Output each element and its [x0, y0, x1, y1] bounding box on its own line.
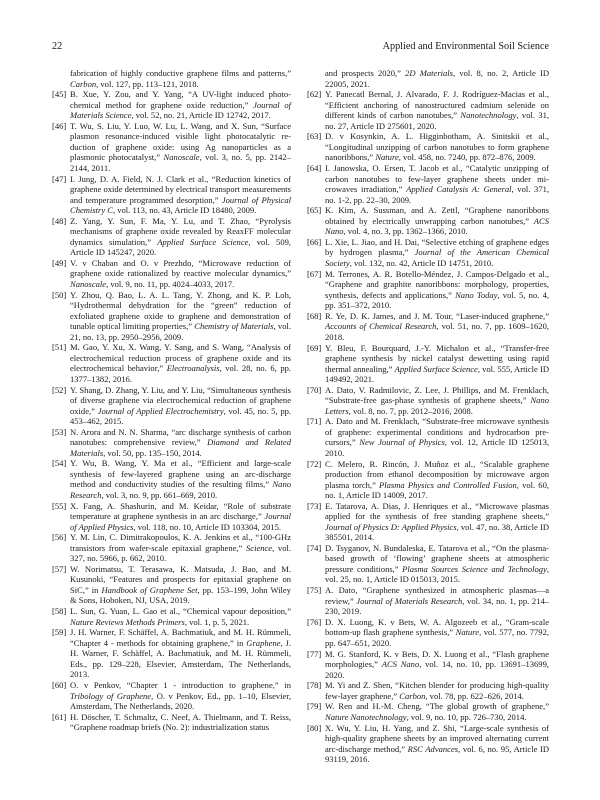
reference-text-segment: , vol. 28, no. 6, pp. 1377–1382, 2016.: [70, 363, 292, 384]
reference-text-segment: I. Janowska, O. Ersen, T. Jacob et al., “Catalytic unzipping of carbon nanotubes to few-layer graphene sheets under microwaves irradiation,”: [325, 163, 549, 195]
reference-text: [325, 701, 549, 722]
reference-number: [51]: [52, 342, 67, 353]
reference-text-segment: , vol. 458, no. 7240, pp. 872–876, 2009.: [398, 152, 536, 163]
reference-text: [70, 712, 291, 733]
reference-source-title: Electroanalysis: [166, 363, 220, 374]
reference-text-segment: X. Fang, A. Shashurin, and M. Keidar, “Role of substrate temperature at graphene synthesis in an arc discharge,”: [70, 500, 291, 522]
reference-text: [325, 237, 549, 269]
reference-number: [55]: [52, 500, 67, 511]
reference-text-segment: , vol. 52, no. 21, Article ID 12742, 2017.: [131, 110, 271, 121]
reference-source-title: Applied Surface Science: [394, 363, 478, 374]
reference-item: [307, 649, 549, 681]
reference-item: [52, 89, 291, 121]
reference-text-segment: C. Melero, R. Rincón, J. Muñoz et al., “Scalable graphene production from ethanol decomposition by microwave argon plasma torch,”: [325, 458, 549, 490]
reference-item: [52, 258, 291, 290]
reference-text-segment: E. Tatarova, A. Dias, J. Henriques et al., “Microwave plasmas applied for the synthesis of free standing graphene sheets,”: [325, 500, 549, 522]
reference-item: [307, 343, 549, 385]
reference-text-segment: Y. Wu, B. Wang, Y. Ma et al., “Efficient and large-scale synthesis of few-layered graphene using an arc-discharge method and conductivity studies of the resulting films,”: [70, 458, 291, 490]
reference-item: [52, 606, 291, 627]
reference-text: [70, 564, 291, 606]
reference-number: [66]: [307, 236, 322, 247]
reference-text-segment: J. H. Warner, F. Schäffel, A. Bachmatiuk, and M. H. Rümmeli, “Chapter 4 - methods for obtaining graphene,” in: [70, 627, 291, 648]
reference-text-segment: A. Dato, “Graphene synthesized in atmospheric plasmas—a review,”: [325, 585, 549, 606]
reference-source-title: Nature: [455, 627, 480, 638]
reference-number: [74]: [307, 542, 322, 553]
reference-text-segment: , vol. 4, no. 3, pp. 1362–1366, 2010.: [343, 226, 468, 237]
reference-number: [79]: [307, 701, 322, 712]
reference-number: [52]: [52, 384, 67, 395]
reference-item: [307, 269, 549, 311]
reference-number: [64]: [307, 163, 322, 174]
reference-source-title: Journal of Materials Research: [356, 595, 463, 606]
reference-source-title: Applied Catalysis A: General: [406, 184, 512, 195]
reference-source-title: Nanotechnology: [460, 110, 517, 121]
reference-source-title: Journal of Applied Electrochemistry: [97, 405, 224, 416]
reference-text-segment: , vol. 127, pp. 113–121, 2018.: [96, 78, 199, 89]
reference-text-segment: M. G. Stanford, K. v Bets, D. X. Luong et al., “Flash graphene morphologies,”: [325, 648, 549, 669]
reference-number: [49]: [52, 257, 67, 268]
reference-item: [307, 543, 549, 585]
reference-number: [56]: [52, 532, 67, 543]
reference-number: [73]: [307, 500, 322, 511]
reference-number: [70]: [307, 384, 322, 395]
reference-text: [325, 416, 549, 458]
reference-text: [325, 617, 549, 649]
reference-text: [325, 459, 549, 501]
reference-item: [52, 427, 291, 459]
reference-source-title: Nanoscale: [163, 152, 200, 163]
reference-text-segment: O. v Penkov, “Chapter 1 - introduction to graphene,” in: [70, 680, 291, 690]
reference-text-segment: B. Xue, Y. Zou, and Y. Yang, “A UV-light induced photochemical method for graphene oxide reduction,”: [70, 89, 291, 110]
references-column-left: [52, 68, 291, 733]
reference-number: [62]: [307, 89, 322, 100]
reference-text-segment: , vol. 3, no. 5, pp. 2142–2144, 2011.: [70, 152, 291, 173]
reference-source-title: Plasma Physics and Controlled Fusion: [379, 479, 517, 490]
reference-text-segment: , vol. 25, no. 1, Article ID 015013, 2015.: [325, 563, 549, 585]
reference-text: [325, 311, 549, 343]
reference-text-segment: , O. v Penkov, Ed., pp. 1–10, Elsevier, Amsterdam, The Netherlands, 2020.: [70, 690, 291, 711]
reference-item: [52, 712, 291, 733]
reference-text-segment: W. Norimatsu, T. Terasawa, K. Matsuda, J. Bao, and M. Kusunoki, “Features and prospects for epitaxial graphene on SiC,” in: [70, 563, 291, 595]
reference-item: [307, 617, 549, 649]
reference-text-segment: M. Terrones, A. R. Botello-Méndez, J. Campos-Delgado et al., “Graphene and graphite nanoribbons: morphology, properties, synthesis, defects and applications,”: [325, 268, 549, 300]
reference-text: [70, 458, 291, 500]
reference-number: [46]: [52, 120, 67, 131]
reference-source-title: ACS Nano: [381, 659, 420, 669]
reference-source-title: Carbon: [399, 690, 426, 701]
reference-item: [52, 680, 291, 712]
reference-text-segment: K. Kim, A. Sussman, and A. Zettl, “Graphene nanoribbons obtained by electrically unwrapping carbon nanotubes,”: [325, 205, 549, 226]
reference-text-segment: Y. Shang, D. Zhang, Y. Liu, and Y. Liu, “Simultaneous synthesis of diverse graphene via electrochemical reduction of graphene oxide,”: [70, 384, 291, 416]
reference-text: [70, 385, 291, 427]
reference-text: [325, 68, 549, 89]
reference-source-title: Nanoscale: [70, 278, 107, 289]
reference-item: [307, 163, 549, 205]
reference-item: [307, 311, 549, 343]
reference-number: [58]: [52, 606, 67, 617]
reference-source-title: Journal of Materials Science: [70, 99, 291, 121]
journal-title: Applied and Environmental Soil Science: [382, 41, 549, 52]
reference-text: [325, 723, 549, 765]
reference-source-title: Nano Research: [70, 479, 291, 500]
reference-text-segment: , vol. 371, no. 1-2, pp. 22–30, 2009.: [325, 184, 549, 205]
reference-source-title: Journal of Physics D: Applied Physics: [325, 521, 457, 532]
reference-text-segment: , vol. 60, no. 1, Article ID 14009, 2017.: [325, 479, 549, 501]
reference-text-segment: D. v Kosynkin, A. L. Higginbotham, A. Sinitskii et al., “Longitudinal unzipping of carbon nanotubes to form graphene nanoribbons,”: [325, 131, 549, 163]
reference-text-segment: X. Wu, Y. Liu, H. Yang, and Z. Shi, “Large-scale synthesis of high-quality graphene sheets by an improved alternating current arc-discharge method,”: [325, 722, 549, 754]
reference-number: [76]: [307, 616, 322, 627]
reference-text-segment: , vol. 509, Article ID 145247, 2020.: [70, 236, 291, 258]
reference-continuation: [307, 68, 549, 89]
reference-text-segment: , vol. 8, no. 2, Article ID 22005, 2021.: [325, 68, 549, 89]
reference-text-segment: R. Ye, D. K. James, and J. M. Tour, “Laser-induced graphene,”: [325, 310, 549, 321]
reference-text: [70, 627, 291, 680]
reference-text: [325, 343, 549, 385]
reference-source-title: Plasma Sources Science and Technology: [402, 563, 547, 574]
reference-number: [59]: [52, 627, 67, 638]
reference-source-title: Nature Reviews Methods Primers: [70, 616, 185, 627]
reference-source-title: New Journal of Physics: [359, 437, 445, 448]
reference-source-title: Accounts of Chemical Research: [325, 321, 437, 332]
reference-item: [52, 532, 291, 564]
reference-text-segment: , vol. 113, no. 43, Article ID 18480, 2009.: [112, 205, 257, 216]
reference-number: [54]: [52, 458, 67, 469]
reference-number: [48]: [52, 215, 67, 226]
reference-text-segment: , vol. 3, no. 9, pp. 661–669, 2010.: [101, 489, 218, 500]
reference-text-segment: M. Yi and Z. Shen, “Kitchen blender for producing high-quality few-layer graphene,”: [325, 680, 549, 701]
reference-source-title: Nature: [375, 152, 399, 163]
reference-text-segment: , vol. 555, Article ID 149492, 2021.: [325, 363, 549, 384]
reference-item: [52, 501, 291, 533]
references-column-right: [307, 68, 549, 765]
reference-number: [50]: [52, 289, 67, 300]
reference-item: [52, 342, 291, 384]
reference-text-segment: V. v Chaban and O. v Prezhdo, “Microwave reduction of graphene oxide rationalized by reactive molecular dynamics,”: [70, 257, 291, 279]
reference-text: [325, 131, 549, 163]
reference-text-segment: D. Tsyganov, N. Bundaleska, E. Tatarova et al., “On the plasma-based growth of ‘flowing’ graphene sheets at atmospheric pressure conditions,”: [325, 542, 549, 574]
reference-item: [307, 680, 549, 701]
reference-text-segment: , vol. 31, no. 27, Article ID 275601, 2020.: [325, 110, 549, 131]
reference-text-segment: L. Sun, G. Yuan, L. Gao et al., “Chemical vapour deposition,”: [70, 606, 291, 617]
reference-text: [70, 427, 291, 459]
reference-source-title: Diamond and Related Materials: [70, 437, 291, 458]
reference-text-segment: , vol. 45, no. 5, pp. 453–462, 2015.: [70, 405, 292, 426]
reference-text: [70, 121, 291, 174]
reference-text-segment: , vol. 14, no. 10, pp. 13691–13699, 2020.: [325, 659, 549, 680]
reference-number: [69]: [307, 342, 322, 353]
reference-text-segment: W. Ren and H.-M. Cheng, “The global growth of graphene,”: [325, 701, 549, 712]
reference-source-title: Nano Today: [455, 289, 498, 300]
reference-source-title: RSC Advances: [407, 743, 459, 754]
reference-text-segment: , vol. 34, no. 1, pp. 214–230, 2019.: [325, 595, 549, 617]
reference-item: [307, 501, 549, 543]
reference-item: [52, 174, 291, 216]
reference-continuation: [52, 68, 291, 89]
reference-number: [60]: [52, 680, 67, 690]
reference-source-title: Nature Nanotechnology: [325, 711, 407, 722]
reference-text-segment: , vol. 118, no. 10, Article ID 103304, 2015.: [133, 521, 282, 532]
reference-number: [71]: [307, 416, 322, 427]
reference-number: [78]: [307, 680, 322, 691]
reference-text: [70, 606, 291, 627]
reference-item: [307, 723, 549, 765]
reference-number: [63]: [307, 131, 322, 142]
reference-source-title: Tribology of Graphene: [70, 690, 152, 701]
page-number: 22: [52, 41, 63, 52]
reference-source-title: Journal of Applied Physics: [70, 511, 291, 532]
reference-text: [70, 174, 291, 216]
reference-text: [70, 89, 291, 121]
reference-text-segment: , vol. 21, no. 13, pp. 2950–2956, 2009.: [70, 321, 291, 342]
reference-text-segment: and prospects 2020,”: [325, 68, 406, 78]
reference-number: [67]: [307, 268, 322, 279]
reference-source-title: Handbook of Graphene Set: [101, 584, 198, 595]
reference-source-title: ACS Nano: [325, 215, 549, 237]
reference-source-title: Journal of Physical Chemistry C: [70, 194, 291, 216]
reference-source-title: Science: [246, 542, 273, 553]
reference-text-segment: Y. Panecatl Bernal, J. Alvarado, F. J. Rodríguez-Macias et al., “Efficient anchoring of nanostructured cadmium selenide on different kinds of carbon nanotubes,”: [325, 89, 549, 121]
reference-item: [52, 385, 291, 427]
reference-text: [325, 163, 549, 205]
reference-item: [307, 416, 549, 458]
reference-item: [52, 458, 291, 500]
reference-text-segment: T. Wu, S. Liu, Y. Luo, W. Lu, L. Wang, and X. Sun, “Surface plasmon resonance-induced visible light photocatalytic reduction of graphene oxide: using Ag nanoparticles as a plasmonic photocatalyst,”: [70, 120, 291, 163]
reference-text-segment: Y. Zhou, Q. Bao, L. A. L. Tang, Y. Zhong, and K. P. Loh, “Hydrothermal dehydration for the “green” reduction of exfoliated graphene oxide to graphene and demonstration of tunable optical limiting properties,”: [70, 289, 291, 332]
reference-item: [307, 585, 549, 617]
reference-number: [80]: [307, 722, 322, 733]
reference-text: [70, 501, 291, 533]
reference-source-title: Graphene: [246, 637, 281, 648]
reference-text: [70, 216, 291, 258]
reference-text-segment: , vol. 78, pp. 622–626, 2014.: [425, 690, 524, 701]
reference-text-segment: Z. Yang, Y. Sun, F. Ma, Y. Lu, and T. Zhao, “Pyrolysis mechanisms of graphene oxide revealed by ReaxFF molecular dynamics simulation,”: [70, 215, 291, 247]
reference-text-segment: , vol. 51, no. 7, pp. 1609–1620, 2018.: [325, 321, 549, 342]
reference-text-segment: fabrication of highly conductive graphene films and patterns,”: [70, 68, 291, 78]
reference-text: [70, 532, 291, 564]
reference-number: [47]: [52, 173, 67, 184]
reference-text-segment: A. Dato and M. Frenklach, “Substrate-free microwave synthesis of graphene: experimental conditions and hydrocarbon precursors,”: [325, 416, 549, 448]
reference-text: [325, 205, 549, 237]
reference-text: [70, 342, 291, 384]
reference-text-segment: , pp. 153–199, John Wiley & Sons, Hoboken, NJ, USA, 2019.: [70, 584, 292, 606]
reference-text-segment: , vol. 9, no. 11, pp. 4024–4033, 2017.: [106, 278, 235, 289]
reference-text-segment: , vol. 132, no. 42, Article ID 14751, 2010.: [349, 257, 494, 268]
reference-source-title: Chemistry of Materials: [194, 321, 274, 332]
reference-text-segment: , vol. 6, no. 95, Article ID 93119, 2016.: [325, 743, 549, 765]
reference-text: [325, 543, 549, 585]
reference-number: [61]: [52, 711, 67, 722]
reference-number: [68]: [307, 310, 322, 321]
reference-text-segment: , vol. 577, no. 7792, pp. 647–651, 2020.: [325, 627, 549, 648]
reference-number: [57]: [52, 563, 67, 574]
reference-text: [325, 585, 549, 617]
reference-item: [307, 701, 549, 722]
reference-text-segment: , vol. 9, no. 10, pp. 726–730, 2014.: [406, 711, 527, 722]
reference-source-title: Applied Surface Science: [157, 236, 249, 247]
reference-text-segment: , vol. 12, Article ID 125013, 2010.: [325, 437, 549, 458]
reference-text-segment: A. Dato, V. Radmilovic, Z. Lee, J. Phillips, and M. Frenklach, “Substrate-free gas-phase synthesis of graphene sheets,”: [325, 384, 549, 406]
reference-text-segment: N. Arora and N. N. Sharma, “arc discharge synthesis of carbon nanotubes: comprehensive review,”: [70, 426, 291, 448]
reference-text-segment: M. Gao, Y. Xu, X. Wang, Y. Sang, and S. Wang, “Analysis of electrochemical reduction process of graphene oxide and its electrochemical behavior,”: [70, 342, 291, 374]
reference-text-segment: Y. M. Lin, C. Dimitrakopoulos, K. A. Jenkins et al., “100-GHz transistors from wafer-scale epitaxial graphene,”: [70, 532, 291, 553]
reference-source-title: Carbon: [70, 78, 97, 89]
reference-text: [325, 269, 549, 311]
reference-text: [325, 680, 549, 701]
reference-item: [307, 205, 549, 237]
reference-number: [72]: [307, 458, 322, 469]
reference-item: [52, 290, 291, 343]
reference-number: [65]: [307, 205, 322, 216]
reference-source-title: Journal of the American Chemical Society: [325, 247, 549, 268]
reference-source-title: Nano Letters: [325, 395, 549, 416]
reference-item: [307, 89, 549, 131]
reference-text: [325, 385, 549, 417]
reference-item: [52, 216, 291, 258]
reference-number: [53]: [52, 426, 67, 437]
reference-item: [307, 385, 549, 417]
reference-text-segment: H. Döscher, T. Schmaltz, C. Neef, A. Thielmann, and T. Reiss, “Graphene roadmap briefs (No. 2): industrialization status: [70, 711, 291, 733]
reference-number: [75]: [307, 585, 322, 596]
reference-source-title: 2D Materials: [405, 68, 454, 78]
reference-text-segment: , vol. 50, pp. 135–150, 2014.: [103, 447, 202, 458]
reference-text: [70, 290, 291, 343]
reference-text: [325, 89, 549, 131]
reference-item: [307, 131, 549, 163]
reference-text: [325, 649, 549, 681]
reference-text-segment: , vol. 327, no. 5966, p. 662, 2010.: [70, 542, 291, 564]
reference-text-segment: I. Jung, D. A. Field, N. J. Clark et al., “Reduction kinetics of graphene oxide determined by electrical transport measurements and temperature programmed desorption,”: [70, 173, 291, 205]
reference-item: [307, 237, 549, 269]
reference-item: [52, 121, 291, 174]
reference-text-segment: L. Xie, L. Jiao, and H. Dai, “Selective etching of graphene edges by hydrogen plasma,”: [325, 236, 549, 258]
reference-text-segment: , vol. 1, p. 5, 2021.: [184, 616, 250, 627]
reference-text: [70, 258, 291, 290]
reference-text: [70, 680, 291, 712]
reference-text-segment: , vol. 5, no. 4, pp. 351–372, 2010.: [325, 289, 549, 311]
reference-text-segment: Y. Bleu, F. Bourquard, J.-Y. Michalon et al., “Transfer-free graphene synthesis by nickel catalyst dewetting using rapid thermal annealing,”: [325, 342, 549, 374]
reference-text-segment: , vol. 47, no. 38, Article ID 385501, 2014.: [325, 521, 550, 543]
reference-item: [52, 627, 291, 680]
reference-number: [45]: [52, 89, 67, 100]
reference-text: [325, 501, 549, 543]
reference-number: [77]: [307, 648, 322, 659]
reference-text-segment: , J. H. Warner, F. Schäffel, A. Bachmatiuk, and M. H. Rümmeli, Eds., pp. 129–228, Elsevier, Amsterdam, The Netherlands, 2013.: [70, 637, 291, 680]
reference-text: [70, 68, 291, 89]
reference-text-segment: , vol. 8, no. 7, pp. 2012–2016, 2008.: [348, 405, 473, 416]
reference-item: [52, 564, 291, 606]
reference-item: [307, 459, 549, 501]
reference-text-segment: D. X. Luong, K. v Bets, W. A. Algozeeb et al., “Gram-scale bottom-up flash graphene synthesis,”: [325, 616, 549, 638]
